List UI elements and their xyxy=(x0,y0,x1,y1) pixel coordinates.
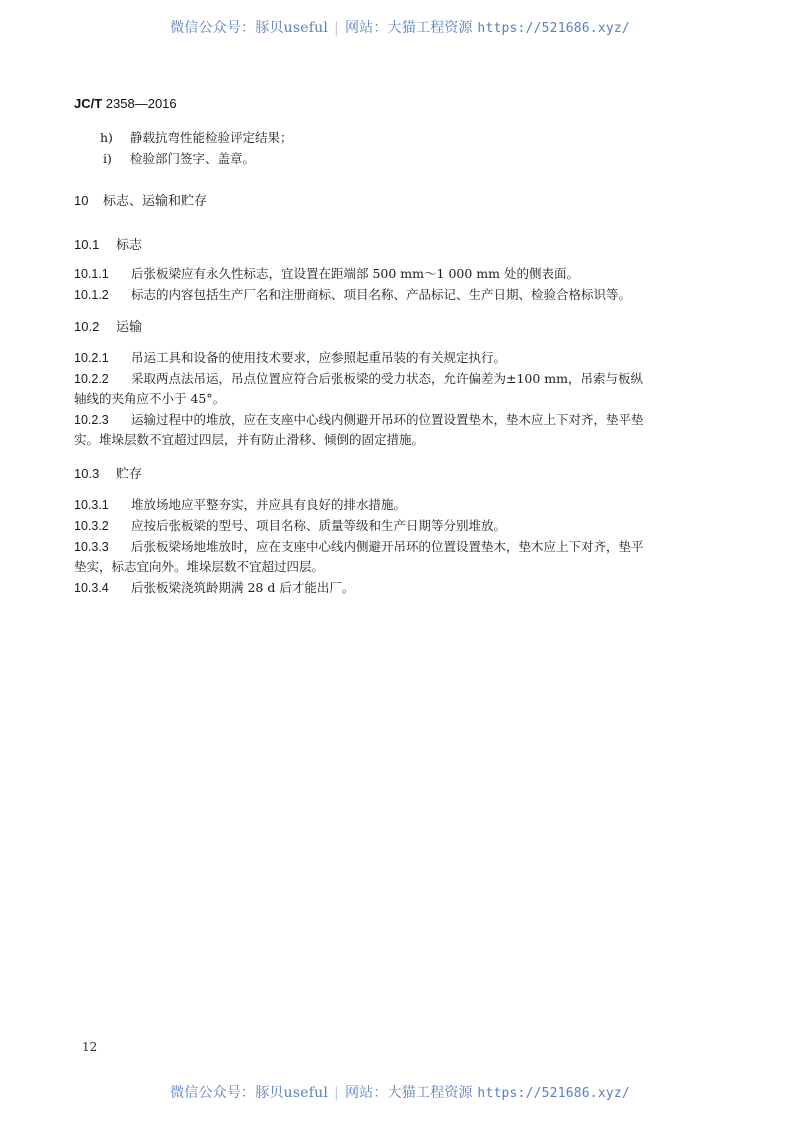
watermark-top xyxy=(0,17,800,37)
clause-text: 运输过程中的堆放，应在支座中心线内侧避开吊环的位置设置垫木，垫木应上下对齐，垫平垫 xyxy=(131,412,644,427)
clause-number: 10.3.1 xyxy=(74,498,109,512)
watermark-url: https://521686.xyz/ xyxy=(477,1086,630,1101)
clause-text: 堆放场地应平整夯实，并应具有良好的排水措施。 xyxy=(131,497,407,512)
list-text: 检验部门签字、盖章。 xyxy=(130,151,256,166)
subsection-number: 10.2 xyxy=(74,319,100,334)
clause-text: 吊运工具和设备的使用技术要求，应参照起重吊装的有关规定执行。 xyxy=(131,350,507,365)
watermark-site: 网站：大猫工程资源 xyxy=(344,20,473,36)
clause-number: 10.2.1 xyxy=(74,351,109,365)
clause-number: 10.2.2 xyxy=(74,372,109,386)
clause-text: 后张板梁浇筑龄期满 28 d 后才能出厂。 xyxy=(131,580,355,595)
clause-number: 10.3.4 xyxy=(74,581,109,595)
clause-10-1-1 xyxy=(74,265,579,283)
list-item-h xyxy=(100,129,293,146)
watermark-separator: | xyxy=(334,20,339,36)
subsection-number: 10.3 xyxy=(74,466,100,481)
section-number: 10 xyxy=(74,193,89,208)
clause-number: 10.1.2 xyxy=(74,288,109,302)
clause-10-3-2 xyxy=(74,517,506,535)
clause-text: 后张板梁场地堆放时，应在支座中心线内侧避开吊环的位置设置垫木，垫木应上下对齐，垫平 xyxy=(131,539,644,554)
subsection-title: 标志 xyxy=(116,237,143,252)
subsection-number: 10.1 xyxy=(74,237,100,252)
watermark-wechat: 微信公众号：豚贝useful xyxy=(170,20,329,36)
watermark-wechat: 微信公众号：豚贝useful xyxy=(170,1085,329,1101)
clause-10-2-3-cont xyxy=(74,431,424,448)
standard-code xyxy=(74,96,177,111)
clause-10-2-1 xyxy=(74,349,506,367)
clause-number: 10.2.3 xyxy=(74,413,109,427)
standard-number: 2358—2016 xyxy=(105,96,177,111)
watermark-url: https://521686.xyz/ xyxy=(477,21,630,36)
subsection-title: 运输 xyxy=(116,319,143,334)
clause-10-3-1 xyxy=(74,496,406,514)
section-title: 标志、运输和贮存 xyxy=(103,193,208,208)
standard-prefix: JC/T xyxy=(74,96,103,111)
subsection-heading-10-2 xyxy=(74,318,142,335)
clause-text: 采取两点法吊运，吊点位置应符合后张板梁的受力状态，允许偏差为±100 mm，吊索与板纵 xyxy=(131,371,644,386)
clause-10-3-3-cont xyxy=(74,558,324,575)
clause-text: 实。堆垛层数不宜超过四层，并有防止滑移、倾倒的固定措施。 xyxy=(74,432,425,447)
list-item-i xyxy=(103,150,255,167)
clause-text: 后张板梁应有永久性标志，宜设置在距端部 500 mm～1 000 mm 处的侧表面。 xyxy=(131,266,579,281)
watermark-site: 网站：大猫工程资源 xyxy=(344,1085,473,1101)
list-marker: i) xyxy=(103,151,112,166)
clause-10-2-3 xyxy=(74,411,644,429)
watermark-separator: | xyxy=(334,1085,339,1101)
subsection-title: 贮存 xyxy=(116,466,143,481)
clause-text: 垫实，标志宜向外。堆垛层数不宜超过四层。 xyxy=(74,559,325,574)
clause-10-2-2-cont xyxy=(74,390,225,407)
clause-number: 10.3.2 xyxy=(74,519,109,533)
clause-text: 应按后张板梁的型号、项目名称、质量等级和生产日期等分别堆放。 xyxy=(131,518,507,533)
list-marker: h) xyxy=(100,130,113,145)
clause-10-1-2 xyxy=(74,286,631,304)
clause-text: 轴线的夹角应不小于 45°。 xyxy=(74,391,226,406)
clause-10-3-4 xyxy=(74,579,354,597)
clause-number: 10.3.3 xyxy=(74,540,109,554)
watermark-bottom xyxy=(0,1082,800,1102)
list-text: 静载抗弯性能检验评定结果； xyxy=(130,130,293,145)
clause-10-3-3 xyxy=(74,538,644,556)
clause-number: 10.1.1 xyxy=(74,267,109,281)
section-heading xyxy=(74,192,207,209)
clause-text: 标志的内容包括生产厂名和注册商标、项目名称、产品标记、生产日期、检验合格标识等。 xyxy=(131,287,632,302)
subsection-heading-10-1 xyxy=(74,236,142,253)
clause-10-2-2 xyxy=(74,370,643,388)
subsection-heading-10-3 xyxy=(74,465,142,482)
page-number: 12 xyxy=(82,1040,98,1054)
